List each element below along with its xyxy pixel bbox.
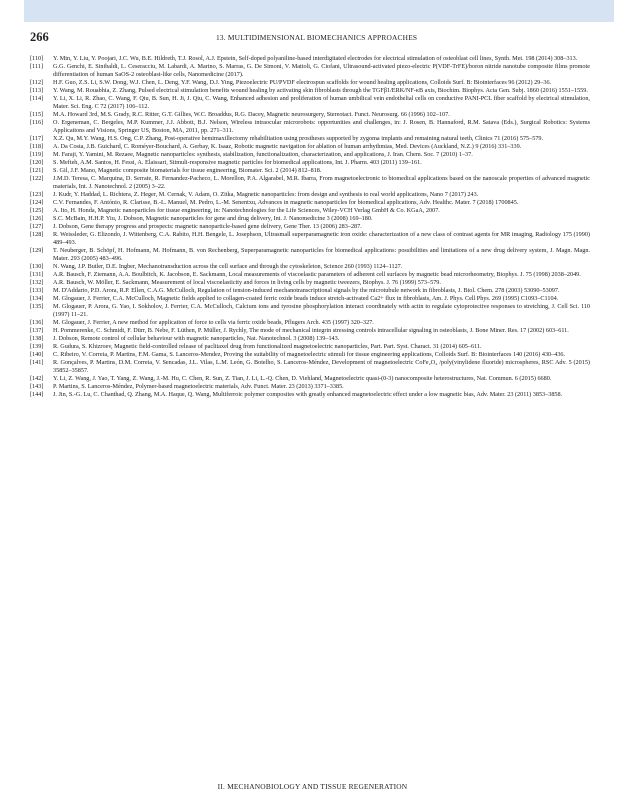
reference-text: C. Ribeiro, V. Correia, P. Martins, F.M. Gama, S. Lanceros-Mendez, Proving the suitability of magnetoelectric stimuli for tissue engineering applications, Colloids Surf. B: Biointerfaces 140 (2016) 430–436. <box>53 351 566 358</box>
reference-entry <box>30 287 590 295</box>
reference-text: R. Gonçalves, P. Martins, D.M. Correia, V. Sencadas, J.L. Vilas, L.M. León, G. Botelho, S. Lanceros-Méndez, Development of magnetoelectric CoFe₂O₄ /poly(vinylidene fluoride) microspheres, RSC Adv. 5 (2015) 35852–35857. <box>53 359 590 374</box>
reference-number: [135] <box>30 303 44 310</box>
reference-entry <box>30 359 590 375</box>
reference-text: S. Mefteh, A.M. Santos, H. Fessi, A. Elaissari, Stimuli-responsive magnetic particles for biomedical applications, Int. J. Pharm. 403 (2011) 139–161. <box>53 159 422 166</box>
reference-number: [117] <box>30 135 44 142</box>
reference-text: Y. Min, Y. Liu, Y. Poojari, J.C. Wu, B.E. Hildreth, T.J. Rosol, A.J. Epstein, Self-doped polyaniline-based interdigitated electrodes for electrical stimulation of osteoblast cell lines, Synth. Met. 198 (2014) 308–313. <box>53 55 578 62</box>
reference-number: [134] <box>30 295 44 302</box>
reference-text: X.Z. Qu, M.Y. Wang, H.S. Ong, C.P. Zhang, Post-operative hemimaxillectomy rehabilitation using prostheses supported by zygoma implants and remaining natural teeth, Clinics 71 (2016) 575–579. <box>53 135 544 142</box>
reference-entry <box>30 351 590 359</box>
reference-entry <box>30 159 590 167</box>
reference-entry <box>30 87 590 95</box>
reference-text: M. Glogauer, J. Ferrier, A new method for application of force to cells via ferric oxide beads, Pflugers Arch. 435 (1997) 320–327. <box>53 319 374 326</box>
reference-number: [120] <box>30 159 44 166</box>
reference-number: [110] <box>30 55 44 62</box>
reference-number: [136] <box>30 319 44 326</box>
reference-number: [130] <box>30 263 44 270</box>
reference-text: M. D'Addario, P.D. Arora, R.P. Ellen, C.A.G. McCulloch, Regulation of tension-induced mechanotranscriptional signals by the microtubule network in fibroblasts, J. Biol. Chem. 278 (2003) 53090–53097. <box>53 287 560 294</box>
reference-number: [139] <box>30 343 44 350</box>
reference-text: A. Da Costa, J.B. Guichard, C. Roméyer-Bouchard, A. Gerbay, K. Isaaz, Robotic magnetic navigation for ablation of human arrhythmias, Med. Devices (Auckland, N.Z.) 9 (2016) 331–339. <box>53 143 522 150</box>
reference-entry <box>30 327 590 335</box>
reference-entry <box>30 151 590 159</box>
page-number: 266 <box>30 30 49 44</box>
reference-entry <box>30 191 590 199</box>
reference-entry <box>30 383 590 391</box>
reference-number: [113] <box>30 87 44 94</box>
reference-text: J.M.D. Teresa, C. Marquina, D. Serrate, R. Fernandez-Pacheco, L. Morellon, P.A. Algarabel, M.R. Ibarra, From magnetoelectronic to biomedical applications based on the nanoscale properties of advanced magnetic materials, Int. J. Nanotechnol. 2 (2005) 3–22. <box>53 175 590 190</box>
reference-text: J. Dobson, Remote control of cellular behaviour with magnetic nanoparticles, Nat. Nanotechnol. 3 (2008) 139–143. <box>53 335 340 342</box>
reference-text: O. Ergeneman, C. Bergeles, M.P. Kummer, J.J. Abbott, B.J. Nelson, Wireless intraocular microrobots: opportunities and challenges, in: J. Rosen, B. Hannaford, R.M. Satava (Eds.), Surgical Robotics: Systems Applications and Visions, Springer US, Boston, MA, 2011, pp. 271–311. <box>53 119 590 134</box>
reference-number: [112] <box>30 79 44 86</box>
running-title: 13. MULTIDIMENSIONAL BIOMECHANICS APPROACHES <box>216 33 418 42</box>
reference-entry <box>30 295 590 303</box>
reference-entry <box>30 95 590 111</box>
reference-text: C.V. Fernandes, F. António, R. Clarisse, B.-L. Manuel, M. Pedro, L.-M. Senentxu, Advances in magnetic nanoparticles for biomedical applications, Adv. Healthc. Mater. 7 (2018) 1700845. <box>53 199 519 206</box>
reference-entry <box>30 375 590 383</box>
footer-part-title: II. MECHANOBIOLOGY AND TISSUE REGENERATION <box>217 782 408 791</box>
reference-entry <box>30 167 590 175</box>
reference-entry <box>30 207 590 215</box>
reference-entry <box>30 143 590 151</box>
reference-number: [119] <box>30 151 44 158</box>
reference-entry <box>30 135 590 143</box>
reference-text: M. Glogauer, P. Arora, G. Yao, I. Sokholov, J. Ferrier, C.A. McCulloch, Calcium ions and tyrosine phosphorylation interact coordinately with actin to regulate cytoprotective responses to stretching, J. Cell Sci. 110 (1997) 11–21. <box>53 303 590 318</box>
reference-entry <box>30 271 590 279</box>
reference-entry <box>30 199 590 207</box>
reference-text: A.R. Bausch, F. Ziemann, A.A. Boulbitch, K. Jacobson, E. Sackmann, Local measurements of viscoelastic parameters of adherent cell surfaces by magnetic bead microrheometry, Biophys. J. 75 (1998) 2038–2049. <box>53 271 581 278</box>
reference-number: [115] <box>30 111 44 118</box>
reference-entry <box>30 63 590 79</box>
reference-number: [138] <box>30 335 44 342</box>
reference-entry <box>30 231 590 247</box>
reference-text: G.G. Genchi, E. Sinibaldi, L. Ceseracciu, M. Labardi, A. Marino, S. Marras, G. De Simoni, V. Mattoli, G. Ciofani, Ultrasound-activated piezo-electric P(VDF-TrFE)/boron nitride nanotube composite films promote differentiation of human SaOS-2 osteoblast-like cells, Nanomedicine (2017). <box>53 63 590 78</box>
reference-entry <box>30 223 590 231</box>
reference-list <box>30 55 590 399</box>
reference-number: [127] <box>30 223 44 230</box>
reference-number: [143] <box>30 383 44 390</box>
reference-number: [123] <box>30 191 44 198</box>
reference-number: [137] <box>30 327 44 334</box>
reference-entry <box>30 175 590 191</box>
reference-text: S.C. McBain, H.H.P. Yiu, J. Dobson, Magnetic nanoparticles for gene and drug delivery, Int. J. Nanomedicine 3 (2008) 169–180. <box>53 215 373 222</box>
reference-entry <box>30 343 590 351</box>
header-band <box>24 0 614 22</box>
reference-entry <box>30 263 590 271</box>
reference-entry <box>30 335 590 343</box>
reference-entry <box>30 319 590 327</box>
page-header <box>30 30 595 46</box>
reference-number: [128] <box>30 231 44 238</box>
reference-entry <box>30 55 590 63</box>
reference-number: [141] <box>30 359 44 366</box>
reference-entry <box>30 303 590 319</box>
reference-number: [121] <box>30 167 44 174</box>
reference-text: H.F. Guo, Z.S. Li, S.W. Dong, W.J. Chen, L. Deng, Y.F. Wang, D.J. Ying, Piezoelectric PU/PVDF electrospun scaffolds for wound healing applications, Colloids Surf. B: Biointerfaces 96 (2012) 29–36. <box>53 79 552 86</box>
reference-text: N. Wang, J.P. Butler, D.E. Ingber, Mechanotransduction across the cell surface and through the cytoskeleton, Science 260 (1993) 1124–1127. <box>53 263 403 270</box>
reference-text: R. Gudura, S. Khizroev, Magnetic field-controlled release of paclitaxel drug from functionalized magnetoelectric nanoparticles, Part. Part. Syst. Charact. 31 (2014) 605–611. <box>53 343 482 350</box>
reference-text: A.R. Bausch, W. Möller, E. Sackmann, Measurement of local viscoelasticity and forces in living cells by magnetic tweezers, Biophys. J. 76 (1999) 573–579. <box>53 279 441 286</box>
reference-text: J. Kudr, Y. Haddad, L. Richtera, Z. Heger, M. Cernak, V. Adam, O. Zitka, Magnetic nanoparticles: from design and synthesis to real world applications, Nano 7 (2017) 243. <box>53 191 479 198</box>
reference-text: Y. Li, X. Li, R. Zhao, C. Wang, F. Qiu, B. Sun, H. Ji, J. Qiu, C. Wang, Enhanced adhesion and proliferation of human umbilical vein endothelial cells on conductive PANI-PCL fiber scaffold by electrical stimulation, Mater. Sci. Eng. C 72 (2017) 106–112. <box>53 95 590 110</box>
reference-number: [126] <box>30 215 44 222</box>
reference-text: Y. Wang, M. Rouabhia, Z. Zhang, Pulsed electrical stimulation benefits wound healing by activating skin fibroblasts through the TGFβ1/ERK/NF-κB axis, Biochim. Biophys. Acta Gen. Subj. 1860 (2016) 1551–1559. <box>53 87 588 94</box>
reference-number: [144] <box>30 391 44 398</box>
reference-number: [124] <box>30 199 44 206</box>
reference-text: M. Faraji, Y. Yamini, M. Rezaee, Magnetic nanoparticles: synthesis, stabilization, functionalization, characterization, and applications, J. Iran. Chem. Soc. 7 (2010) 1–37. <box>53 151 473 158</box>
reference-text: M. Glogauer, J. Ferrier, C.A. McCulloch, Magnetic fields applied to collagen-coated ferric oxide beads induce stretch-activated Ca2+ flux in fibroblasts, Am. J. Phys. Cell Phys. 269 (1995) C1093–C1104. <box>53 295 559 302</box>
reference-text: P. Martins, S. Lanceros-Méndez, Polymer-based magnetoelectric materials, Adv. Funct. Mater. 23 (2013) 3371–3385. <box>53 383 344 390</box>
reference-number: [129] <box>30 247 44 254</box>
reference-number: [142] <box>30 375 44 382</box>
reference-entry <box>30 79 590 87</box>
reference-text: J. Jin, S.-G. Lu, C. Chanthad, Q. Zhang, M.A. Haque, Q. Wang, Multiferroic polymer composites with greatly enhanced magnetoelectric effect under a low magnetic bias, Adv. Mater. 23 (2011) 3853–3858. <box>53 391 563 398</box>
reference-text: J. Dobson, Gene therapy progress and prospects: magnetic nanoparticle-based gene delivery, Gene Ther. 13 (2006) 283–287. <box>53 223 362 230</box>
reference-text: T. Neuberger, B. Schöpf, H. Hofmann, M. Hofmann, B. von Rechenberg, Superparamagnetic nanoparticles for biomedical applications: possibilities and limitations of a new drug delivery system, J. Magn. Magn. Mater. 293 (2005) 483–496. <box>53 247 590 262</box>
reference-entry <box>30 215 590 223</box>
reference-number: [140] <box>30 351 44 358</box>
reference-entry <box>30 391 590 399</box>
reference-text: M.A. Howard 3rd, M.S. Grady, R.C. Ritter, G.T. Gillies, W.C. Broaddus, R.G. Dacey, Magnetic neurosurgery, Stereotact. Funct. Neurosurg. 66 (1996) 102–107. <box>53 111 450 118</box>
reference-entry <box>30 279 590 287</box>
reference-number: [133] <box>30 287 44 294</box>
reference-number: [111] <box>30 63 43 70</box>
reference-text: Y. Li, Z. Wang, J. Yao, T. Yang, Z. Wang, J.-M. Hu, C. Chen, R. Sun, Z. Tian, J. Li, L.-Q. Chen, D. Viehland, Magnetoelectric quasi-(0-3) nanocomposite heterostructures, Nat. Commun. 6 (2015) 6680. <box>53 375 552 382</box>
reference-number: [114] <box>30 95 44 102</box>
reference-text: H. Pommerenke, C. Schmidt, F. Dürr, B. Nebe, F. Lüthen, P. Müller, J. Rychly, The mode of mechanical integrin stressing controls intracellular signaling in osteoblasts, J. Bone Miner. Res. 17 (2002) 603–611. <box>53 327 569 334</box>
reference-number: [122] <box>30 175 44 182</box>
reference-text: A. Ito, H. Honda, Magnetic nanoparticles for tissue engineering, in: Nanotechnologies for the Life Sciences, Wiley-VCH Verlag GmbH & Co. KGaA, 2007. <box>53 207 440 214</box>
reference-entry <box>30 247 590 263</box>
reference-entry <box>30 119 590 135</box>
reference-number: [125] <box>30 207 44 214</box>
reference-number: [116] <box>30 119 44 126</box>
reference-number: [132] <box>30 279 44 286</box>
reference-text: R. Weissleder, G. Elizondo, J. Wittenberg, C.A. Rabito, H.H. Bengele, L. Josephson, Ultrasmall superparamagnetic iron oxide: characterization of a new class of contrast agents for MR imaging, Radiology 175 (1990) 489–493. <box>53 231 590 246</box>
reference-number: [131] <box>30 271 44 278</box>
reference-entry <box>30 111 590 119</box>
reference-text: S. Gil, J.F. Mano, Magnetic composite biomaterials for tissue engineering, Biomater. Sci. 2 (2014) 812–818. <box>53 167 322 174</box>
reference-number: [118] <box>30 143 44 150</box>
